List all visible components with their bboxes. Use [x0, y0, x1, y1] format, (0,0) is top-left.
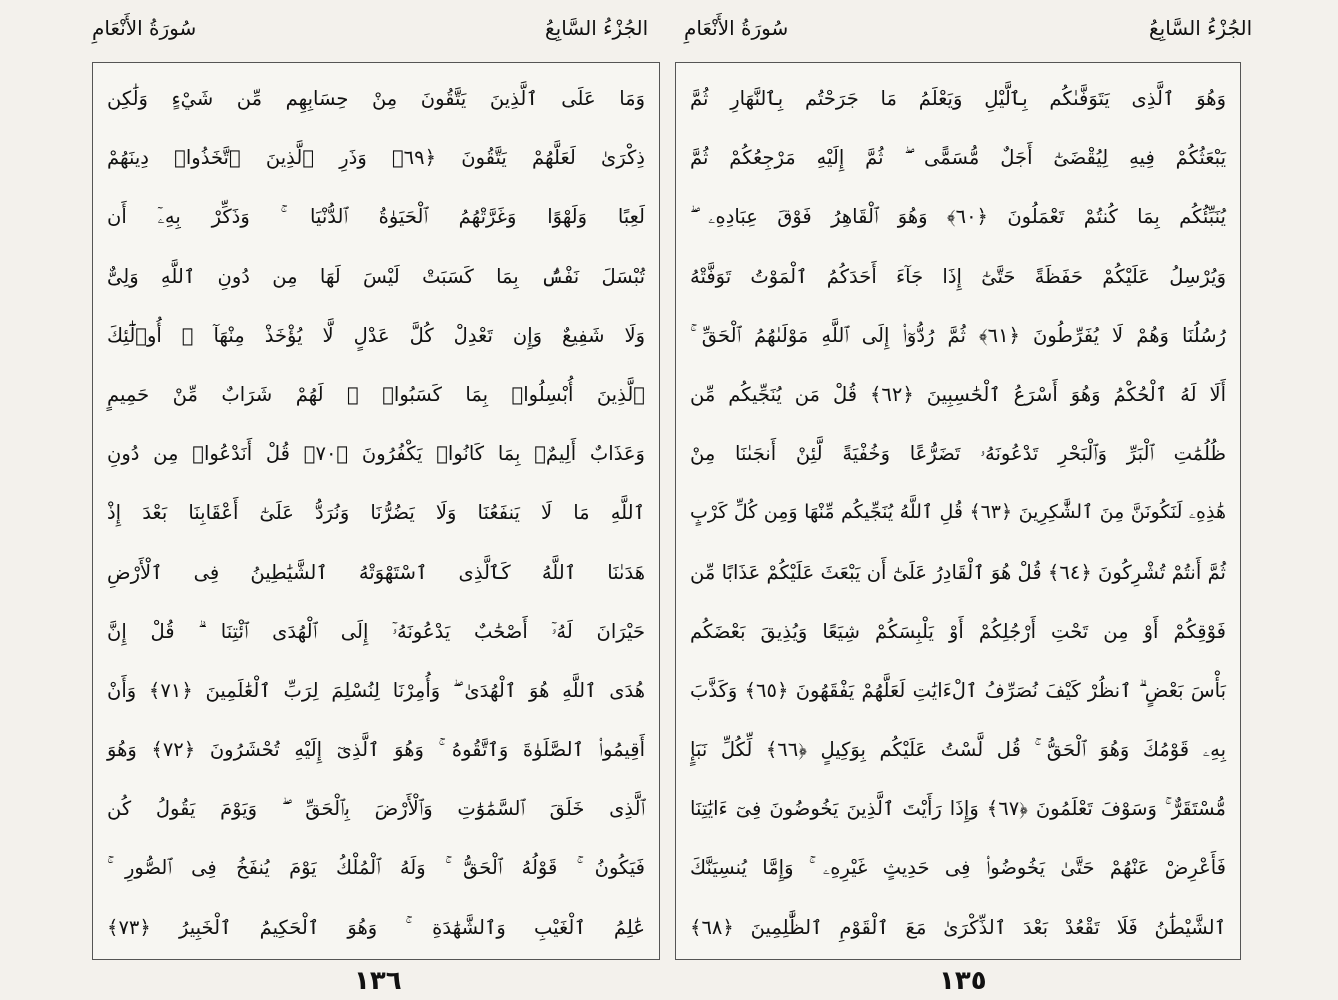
verse-line: أَلَا لَهُ ٱلْحُكْمُ وَهُوَ أَسْرَعُ ٱلْحَٰسِبِينَ ﴿٦٢﴾ قُلْ مَن يُنَجِّيكُم مِّن	[690, 382, 1227, 406]
verse-line: ٱللَّهِ مَا لَا يَنفَعُنَا وَلَا يَضُرُّنَا وَنُرَدُّ عَلَىٰٓ أَعْقَابِنَا بَعْدَ إِذْ	[107, 501, 645, 525]
verse-line: وَعَذَابٌ أَلِيمٌۢ بِمَا كَانُوا۟ يَكْفُرُونَ ﴿٧٠﴾ قُلْ أَنَدْعُوا۟ مِن دُونِ	[107, 442, 645, 466]
verse-line: بَأْسَ بَعْضٍ ۗ ٱنظُرْ كَيْفَ نُصَرِّفُ ٱلْءَايَٰتِ لَعَلَّهُمْ يَفْقَهُونَ ﴿٦٥﴾ وَكَذَّبَ	[690, 678, 1227, 702]
verse-line: وَمَا عَلَى ٱلَّذِينَ يَتَّقُونَ مِنْ حِسَابِهِم مِّن شَيْءٍ وَلَٰكِن	[107, 87, 645, 110]
verse-line: يُنَبِّئُكُم بِمَا كُنتُمْ تَعْمَلُونَ ﴿٦٠﴾ وَهُوَ ٱلْقَاهِرُ فَوْقَ عِبَادِهِۦ ۖ	[690, 205, 1226, 229]
page-number: ١٣٦	[354, 966, 402, 996]
verse-line: وَلَا شَفِيعٌ وَإِن تَعْدِلْ كُلَّ عَدْلٍ لَّا يُؤْخَذْ مِنْهَآ ۗ أُو۟لَٰٓئِكَ	[107, 323, 645, 347]
verse-line: وَيُرْسِلُ عَلَيْكُمْ حَفَظَةً حَتَّىٰٓ إِذَا جَآءَ أَحَدَكُمُ ٱلْمَوْتُ تَوَفَّتْهُ	[690, 264, 1226, 288]
verse-line: ٱلشَّيْطَٰنُ فَلَا تَقْعُدْ بَعْدَ ٱلذِّكْرَىٰ مَعَ ٱلْقَوْمِ ٱلظَّٰلِمِينَ ﴿٦٨﴾	[690, 915, 1226, 939]
verse-line: فَأَعْرِضْ عَنْهُمْ حَتَّىٰ يَخُوضُوا۟ فِى حَدِيثٍ غَيْرِهِۦ ۚ وَإِمَّا يُنسِيَنَّكَ	[690, 856, 1226, 880]
text-frame	[675, 62, 1241, 960]
verse-line: وَهُوَ ٱلَّذِى يَتَوَفَّىٰكُم بِٱلَّيْلِ وَيَعْلَمُ مَا جَرَحْتُم بِٱلنَّهَارِ ثُمَّ	[690, 87, 1226, 110]
verse-line: مُّسْتَقَرٌّ ۚ وَسَوْفَ تَعْلَمُونَ ﴿٦٧﴾ وَإِذَا رَأَيْتَ ٱلَّذِينَ يَخُوضُونَ فِىٓ ءَايَٰتِنَا	[690, 797, 1226, 821]
verse-line: عَٰلِمُ ٱلْغَيْبِ وَٱلشَّهَٰدَةِ ۚ وَهُوَ ٱلْحَكِيمُ ٱلْخَبِيرُ ﴿٧٣﴾	[107, 915, 645, 939]
verse-lines	[676, 69, 1240, 957]
text-frame	[92, 62, 660, 960]
verse-line: ثُمَّ أَنتُمْ تُشْرِكُونَ ﴿٦٤﴾ قُلْ هُوَ ٱلْقَادِرُ عَلَىٰٓ أَن يَبْعَثَ عَلَيْكُمْ عَذَابًا مِّن	[690, 560, 1226, 584]
verse-line: أَقِيمُوا۟ ٱلصَّلَوٰةَ وَٱتَّقُوهُ ۚ وَهُوَ ٱلَّذِىٓ إِلَيْهِ تُحْشَرُونَ ﴿٧٢﴾ وَهُوَ	[107, 738, 645, 762]
verse-line: هَدَىٰنَا ٱللَّهُ كَٱلَّذِى ٱسْتَهْوَتْهُ ٱلشَّيَٰطِينُ فِى ٱلْأَرْضِ	[107, 560, 645, 584]
verse-line: هُدَى ٱللَّهِ هُوَ ٱلْهُدَىٰ ۖ وَأُمِرْنَا لِنُسْلِمَ لِرَبِّ ٱلْعَٰلَمِينَ ﴿٧١﴾ وَأَنْ	[107, 678, 645, 702]
verse-lines	[93, 69, 659, 957]
surah-header: سُورَةُ الأَنْعَامِ	[684, 16, 789, 40]
juz-header: الجُزْءُ السَّابِعُ	[545, 16, 649, 40]
verse-line: يَبْعَثُكُمْ فِيهِ لِيُقْضَىٰٓ أَجَلٌ مُّسَمًّى ۖ ثُمَّ إِلَيْهِ مَرْجِعُكُمْ ثُمَّ	[690, 146, 1226, 170]
verse-line: لَعِبًا وَلَهْوًا وَغَرَّتْهُمُ ٱلْحَيَوٰةُ ٱلدُّنْيَا ۚ وَذَكِّرْ بِهِۦٓ أَن	[107, 205, 645, 229]
verse-line: رُسُلُنَا وَهُمْ لَا يُفَرِّطُونَ ﴿٦١﴾ ثُمَّ رُدُّوٓا۟ إِلَى ٱللَّهِ مَوْلَىٰهُمُ ٱلْحَقِّ ۚ	[690, 323, 1226, 347]
right-page	[669, 0, 1338, 1000]
surah-header: سُورَةُ الأَنْعَامِ	[92, 16, 197, 40]
verse-line: ٱلَّذِينَ أُبْسِلُوا۟ بِمَا كَسَبُوا۟ ۖ لَهُمْ شَرَابٌ مِّنْ حَمِيمٍ	[107, 382, 645, 406]
verse-line: هَٰذِهِۦ لَنَكُونَنَّ مِنَ ٱلشَّٰكِرِينَ ﴿٦٣﴾ قُلِ ٱللَّهُ يُنَجِّيكُم مِّنْهَا وَمِن كُلِّ كَرْبٍ	[690, 501, 1227, 524]
page-number: ١٣٥	[939, 966, 987, 996]
verse-line: ذِكْرَىٰ لَعَلَّهُمْ يَتَّقُونَ ﴿٦٩﴾ وَذَرِ ٱلَّذِينَ ٱتَّخَذُوا۟ دِينَهُمْ	[107, 146, 645, 170]
verse-line: حَيْرَانَ لَهُۥٓ أَصْحَٰبٌ يَدْعُونَهُۥٓ إِلَى ٱلْهُدَى ٱئْتِنَا ۗ قُلْ إِنَّ	[107, 619, 645, 643]
verse-line: ظُلُمَٰتِ ٱلْبَرِّ وَٱلْبَحْرِ تَدْعُونَهُۥ تَضَرُّعًا وَخُفْيَةً لَّئِنْ أَنجَىٰنَا مِنْ	[690, 442, 1226, 466]
juz-header: الجُزْءُ السَّابِعُ	[1149, 16, 1253, 40]
verse-line: بِهِۦ قَوْمُكَ وَهُوَ ٱلْحَقُّ ۚ قُل لَّسْتُ عَلَيْكُم بِوَكِيلٍ ﴿٦٦﴾ لِّكُلِّ نَبَإٍ	[690, 738, 1226, 762]
verse-line: ٱلَّذِى خَلَقَ ٱلسَّمَٰوَٰتِ وَٱلْأَرْضَ بِٱلْحَقِّ ۖ وَيَوْمَ يَقُولُ كُن	[107, 797, 645, 821]
verse-line: فَوْقِكُمْ أَوْ مِن تَحْتِ أَرْجُلِكُمْ أَوْ يَلْبِسَكُمْ شِيَعًا وَيُذِيقَ بَعْضَكُم	[690, 619, 1226, 643]
verse-line: فَيَكُونُ ۚ قَوْلُهُ ٱلْحَقُّ ۚ وَلَهُ ٱلْمُلْكُ يَوْمَ يُنفَخُ فِى ٱلصُّورِ ۚ	[107, 856, 645, 880]
verse-line: تُبْسَلَ نَفْسٌۢ بِمَا كَسَبَتْ لَيْسَ لَهَا مِن دُونِ ٱللَّهِ وَلِىٌّ	[107, 264, 645, 288]
